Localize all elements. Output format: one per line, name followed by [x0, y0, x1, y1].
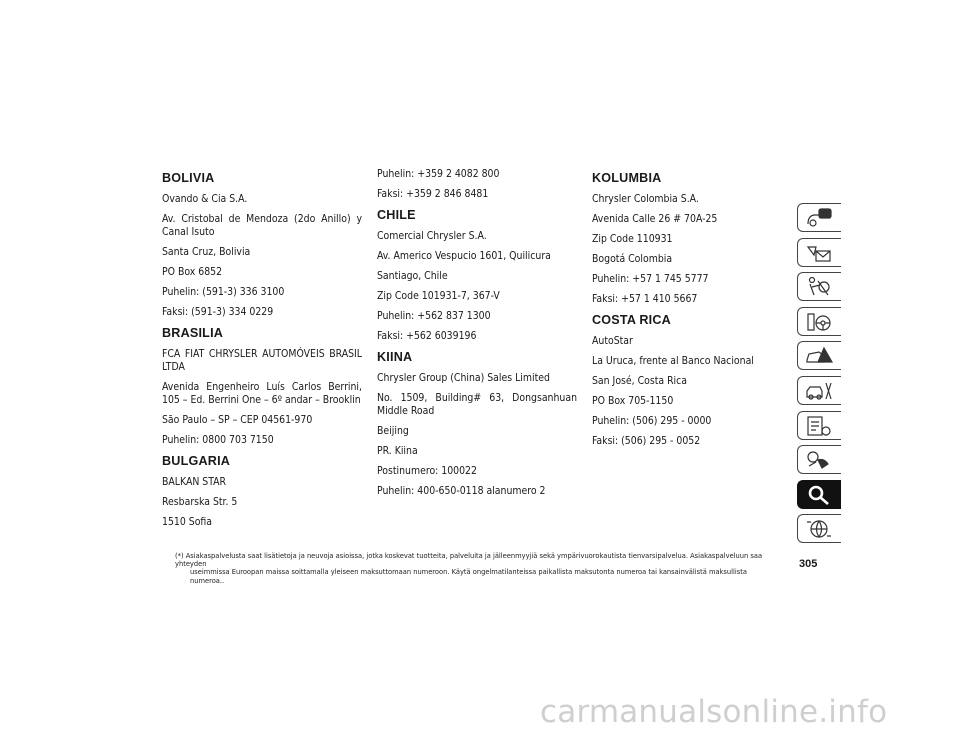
chile-heading: CHILE	[377, 208, 416, 222]
column-3	[592, 170, 792, 455]
kiina-phone: Puhelin: 400-650-0118 alanumero 2	[377, 485, 546, 497]
bulgaria-phone: Puhelin: +359 2 4082 800	[377, 168, 500, 180]
tab-driving[interactable]	[797, 307, 841, 336]
tab-emergency[interactable]	[797, 341, 841, 370]
footnote-line-2: useimmissa Euroopan maissa soittamalla yleiseen maksuttomaan numeroon. Käytä ongelmatilanteissa paikallista maksutonta numeroa tai kansainvälistä maksullista numeroa..	[190, 568, 747, 585]
brasilia-line: Avenida Engenheiro Luís Carlos Berrini, 105 – Ed. Berrini One – 6º andar – Brooklin	[162, 381, 362, 406]
language-icon	[804, 517, 834, 541]
column-2	[377, 170, 577, 505]
kiina-line: Beijing	[377, 425, 409, 437]
kiina-line: Chrysler Group (China) Sales Limited	[377, 372, 550, 384]
chile-line: Av. Americo Vespucio 1601, Quilicura	[377, 250, 551, 262]
bolivia-line: Santa Cruz, Bolivia	[162, 246, 251, 258]
chile-phone: Puhelin: +562 837 1300	[377, 310, 491, 322]
kiina-line: Postinumero: 100022	[377, 465, 477, 477]
kolumbia-line: Bogotá Colombia	[592, 253, 673, 265]
brasilia-line: FCA FIAT CHRYSLER AUTOMÓVEIS BRASIL LTDA	[162, 348, 362, 373]
chile-line: Comercial Chrysler S.A.	[377, 230, 487, 242]
brasilia-line: São Paulo – SP – CEP 04561-970	[162, 414, 313, 426]
brasilia-heading: BRASILIA	[162, 326, 224, 340]
multimedia-icon	[804, 448, 834, 472]
tab-multimedia[interactable]	[797, 445, 841, 474]
bulgaria-line: BALKAN STAR	[162, 476, 227, 488]
steering-wheel-icon	[804, 310, 834, 334]
bulgaria-line: 1510 Sofia	[162, 516, 213, 528]
kolumbia-line: Avenida Calle 26 # 70A-25	[592, 213, 718, 225]
costa-rica-fax: Faksi: (506) 295 - 0052	[592, 435, 701, 447]
column-1	[162, 170, 362, 536]
search-index-icon	[804, 483, 834, 507]
tab-safety[interactable]	[797, 272, 841, 301]
kiina-line: No. 1509, Building# 63, Dongsanhuan Middle Road	[377, 392, 577, 417]
bolivia-heading: BOLIVIA	[162, 171, 215, 185]
footnote-line-1: (*) Asiakaspalvelusta saat lisätietoja ja neuvoja asioissa, jotka koskevat tuotteita, palveluita ja jälleenmyyjiä sekä ympärivuorokautista tienvarsipalvelua. Asiakaspalveluun saa yhteyden	[175, 552, 763, 569]
costa-rica-line: La Uruca, frente al Banco Nacional	[592, 355, 754, 367]
kolumbia-line: Chrysler Colombia S.A.	[592, 193, 699, 205]
footnote	[175, 552, 770, 585]
car-dashboard-icon	[804, 206, 834, 230]
bolivia-fax: Faksi: (591-3) 334 0229	[162, 306, 274, 318]
emergency-car-icon	[804, 344, 834, 368]
kolumbia-heading: KOLUMBIA	[592, 171, 662, 185]
bulgaria-fax: Faksi: +359 2 846 8481	[377, 188, 489, 200]
tab-dashboard[interactable]	[797, 203, 841, 232]
tab-service[interactable]	[797, 376, 841, 405]
costa-rica-phone: Puhelin: (506) 295 - 0000	[592, 415, 712, 427]
car-service-tools-icon	[804, 379, 834, 403]
car-messages-icon	[804, 241, 834, 265]
chile-line: Santiago, Chile	[377, 270, 448, 282]
tab-maintenance[interactable]	[797, 411, 841, 440]
kiina-line: PR. Kiina	[377, 445, 418, 457]
costa-rica-line: AutoStar	[592, 335, 633, 347]
chapter-tabs	[797, 203, 841, 549]
watermark: carmanualsonline.info	[540, 694, 888, 730]
maintenance-checklist-icon	[804, 414, 834, 438]
tab-index[interactable]	[797, 480, 841, 509]
kolumbia-line: Zip Code 110931	[592, 233, 673, 245]
bulgaria-heading: BULGARIA	[162, 454, 231, 468]
bulgaria-line: Resbarska Str. 5	[162, 496, 238, 508]
bolivia-phone: Puhelin: (591-3) 336 3100	[162, 286, 285, 298]
brasilia-phone: Puhelin: 0800 703 7150	[162, 434, 274, 446]
costa-rica-heading: COSTA RICA	[592, 313, 671, 327]
kiina-heading: KIINA	[377, 350, 413, 364]
airbag-safety-icon	[804, 275, 834, 299]
bolivia-line: Ovando & Cia S.A.	[162, 193, 248, 205]
kolumbia-fax: Faksi: +57 1 410 5667	[592, 293, 698, 305]
costa-rica-line: PO Box 705-1150	[592, 395, 674, 407]
costa-rica-line: San José, Costa Rica	[592, 375, 688, 387]
chile-line: Zip Code 101931-7, 367-V	[377, 290, 500, 302]
tab-messages[interactable]	[797, 238, 841, 267]
page-number: 305	[799, 558, 818, 570]
chile-fax: Faksi: +562 6039196	[377, 330, 477, 342]
kolumbia-phone: Puhelin: +57 1 745 5777	[592, 273, 709, 285]
tab-languages[interactable]	[797, 514, 841, 543]
bolivia-line: Av. Cristobal de Mendoza (2do Anillo) y Canal Isuto	[162, 213, 362, 238]
bolivia-line: PO Box 6852	[162, 266, 223, 278]
